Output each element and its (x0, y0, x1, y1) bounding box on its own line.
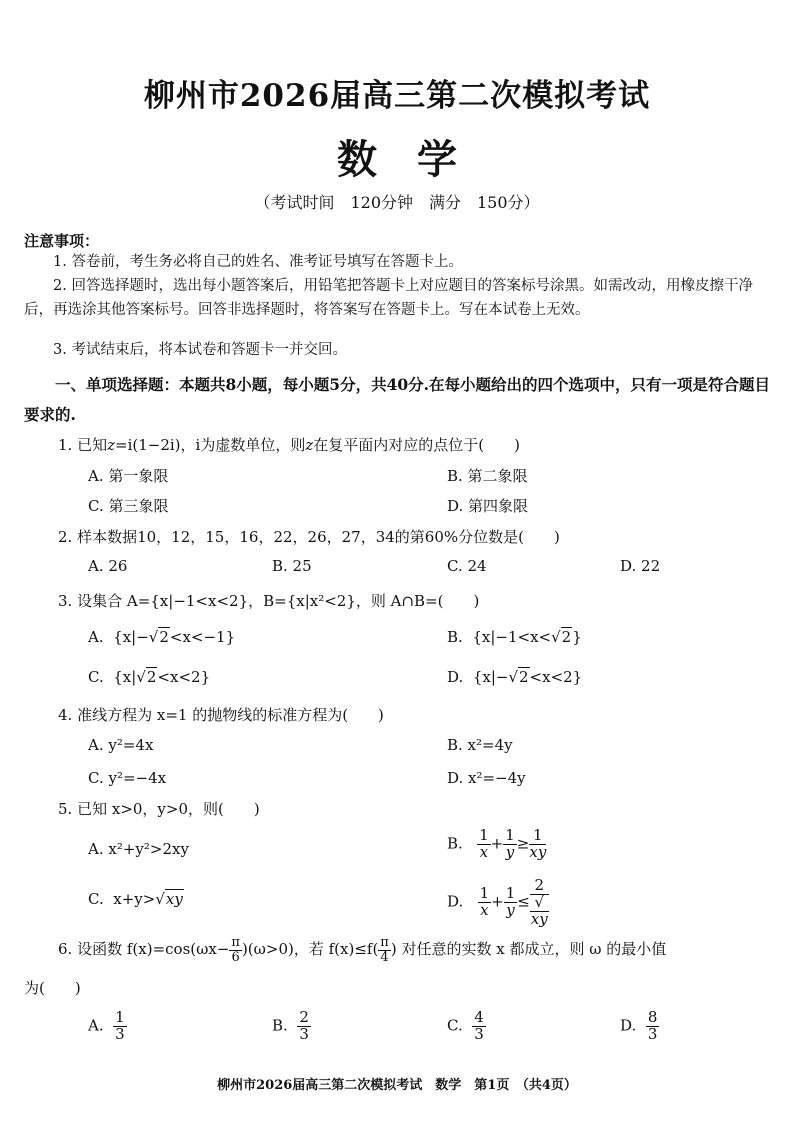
fraction-denominator: y (506, 901, 515, 920)
option-text: {x|− (472, 668, 509, 686)
note-item-3: 3. 考试结束后，将本试卷和答题卡一并交回。 (53, 342, 347, 358)
question-number: 5. (58, 800, 73, 818)
option-text: 2 (159, 628, 169, 646)
question-text: ) 对任意的实数 x 都成立，则 ω 的最小值 (390, 940, 667, 959)
option-text: <x<−1} (169, 628, 236, 646)
question-text: 已知 (77, 436, 108, 454)
question-1 (58, 434, 520, 455)
option-b: B. 第二象限 (447, 467, 528, 485)
question-text: 已知 x>0，y>0，则( ) (77, 800, 260, 818)
option-d: D. x²=−4y (447, 769, 526, 787)
option-a: A. 26 (88, 557, 128, 575)
option-text: {x|−1<x< (472, 628, 552, 646)
question-number: 1. (58, 436, 73, 454)
option-text: } (572, 628, 582, 646)
section-heading: 一、单项选择题：本题共8小题，每小题5分，共40分.在每小题给出的四个选项中，只有一项是符合题目要求的. (24, 375, 771, 424)
question-number: 4. (58, 706, 73, 724)
question-5 (58, 798, 260, 819)
option-label: D. (620, 1016, 637, 1035)
question-2 (58, 526, 560, 547)
fraction-denominator: x (480, 901, 489, 920)
fraction-denominator: xy (529, 842, 547, 861)
fraction-numerator: π (231, 935, 240, 950)
fraction-denominator: 4 (380, 949, 389, 965)
question-text: z (107, 436, 116, 454)
option-d: D. $\frac{1}{x}$ + $\frac{1}{y}$ ≤ 2 √ xy (447, 876, 548, 928)
option-text: 2 (519, 668, 529, 686)
exam-title: 柳州市2026届高三第二次模拟考试 (143, 78, 651, 114)
fraction-numerator: 8 (647, 1008, 658, 1026)
option-a: A. y²=4x (88, 736, 154, 754)
option-d: D. 第四象限 (447, 497, 529, 515)
option-label: A. (88, 1016, 104, 1035)
exam-time-info: （考试时间 120分钟 满分 150分） (254, 193, 540, 212)
fraction-denominator: y (505, 842, 515, 861)
option-text: ≥ (516, 834, 530, 853)
option-label: C. (88, 668, 104, 686)
option-label: A. (88, 628, 104, 646)
question-text: 准线方程为 x=1 的抛物线的标准方程为( ) (77, 706, 384, 724)
question-6 (58, 936, 666, 964)
option-text: <x<2} (157, 668, 211, 686)
option-b: B. {x|−1<x<√2} (447, 628, 582, 646)
question-number: 2. (58, 528, 73, 546)
question-3 (58, 590, 479, 611)
fraction-denominator: 3 (115, 1024, 125, 1043)
option-text: + (490, 834, 504, 853)
option-text: <x<2} (529, 668, 583, 686)
question-text: z (305, 436, 314, 454)
option-d: D. 22 (620, 557, 661, 575)
option-text: {x|− (113, 628, 149, 646)
fraction-numerator: 1 (115, 1008, 125, 1026)
fraction-numerator: 1 (479, 826, 489, 844)
option-label: C. (447, 1016, 463, 1035)
option-c: C. 24 (447, 557, 487, 575)
note-item-1: 1. 答卷前，考生务必将自己的姓名、准考证号填写在答题卡上。 (53, 254, 463, 270)
option-text: xy (165, 890, 183, 908)
option-label: D. (447, 892, 464, 911)
fraction-numerator: 2 (530, 878, 549, 895)
note-item-2: 2. 回答选择题时，选出每小题答案后，用铅笔把答题卡上对应题目的答案标号涂黑。如需改动，用橡皮擦干净后，再选涂其他答案标号。回答非选择题时，将答案写在答题卡上。写在本试卷上无效。 (24, 278, 753, 318)
option-d: D. {x|−√2<x<2} (447, 668, 583, 686)
option-b: B. 25 (272, 557, 312, 575)
option-a (88, 1010, 127, 1043)
option-c: C. y²=−4x (88, 769, 167, 787)
question-6-continued: 为( ) (24, 979, 81, 997)
option-label: B. (447, 834, 463, 853)
option-a: A. 第一象限 (88, 467, 169, 485)
option-a: A. x²+y²>2xy (88, 840, 189, 858)
option-text: 2 (561, 628, 572, 646)
question-number: 6. (58, 940, 73, 959)
option-a: A. {x|−√2<x<−1} (88, 628, 236, 646)
question-text: 设函数 f(x)=cos(ωx− (77, 940, 230, 959)
option-text: 2 (146, 668, 157, 686)
option-label: C. (88, 890, 104, 908)
question-4 (58, 704, 384, 725)
question-text: 设集合 A={x|−1<x<2}，B={x|x²<2}，则 A∩B=( ) (77, 592, 480, 610)
fraction-numerator: 1 (505, 884, 516, 903)
page-footer: 柳州市2026届高三第二次模拟考试 数学 第1页 （共4页） (217, 1078, 577, 1093)
option-b (272, 1010, 311, 1043)
option-label: D. (447, 668, 464, 686)
fraction-denominator: x (479, 842, 489, 861)
fraction-denominator: xy (530, 909, 548, 928)
fraction-numerator: 4 (474, 1008, 484, 1026)
question-text: =i(1−2i)，i为虚数单位，则 (115, 436, 306, 454)
option-b (447, 828, 546, 861)
fraction-numerator: 2 (299, 1008, 309, 1026)
option-b: B. x²=4y (447, 736, 513, 754)
option-text: {x| (113, 668, 137, 686)
fraction-numerator: 1 (505, 826, 515, 844)
option-c: C. x+y>√xy (88, 890, 183, 908)
option-text: ≤ (517, 892, 530, 911)
fraction-numerator: 1 (529, 828, 546, 845)
option-c (447, 1010, 486, 1043)
question-number: 3. (58, 592, 73, 610)
fraction-numerator: 1 (479, 884, 490, 903)
question-text: )(ω>0)，若 f(x)≤f( (241, 940, 379, 959)
option-label: B. (447, 628, 463, 646)
option-text: x+y> (113, 890, 156, 908)
fraction-denominator: 3 (647, 1024, 658, 1043)
fraction-numerator: π (380, 935, 389, 950)
subject-title: 数学 (337, 136, 497, 183)
fraction-denominator: 6 (231, 949, 240, 965)
fraction-denominator: 3 (474, 1024, 484, 1043)
option-c: C. {x|√2<x<2} (88, 668, 211, 686)
option-d (620, 1010, 659, 1043)
notes-heading: 注意事项： (24, 232, 100, 250)
option-text: + (491, 892, 504, 911)
fraction-denominator: 3 (299, 1024, 309, 1043)
option-label: B. (272, 1016, 288, 1035)
option-c: C. 第三象限 (88, 497, 169, 515)
question-text: 样本数据10，12，15，16，22，26，27，34的第60%分位数是( ) (77, 528, 560, 546)
question-text: 在复平面内对应的点位于( ) (313, 436, 520, 454)
